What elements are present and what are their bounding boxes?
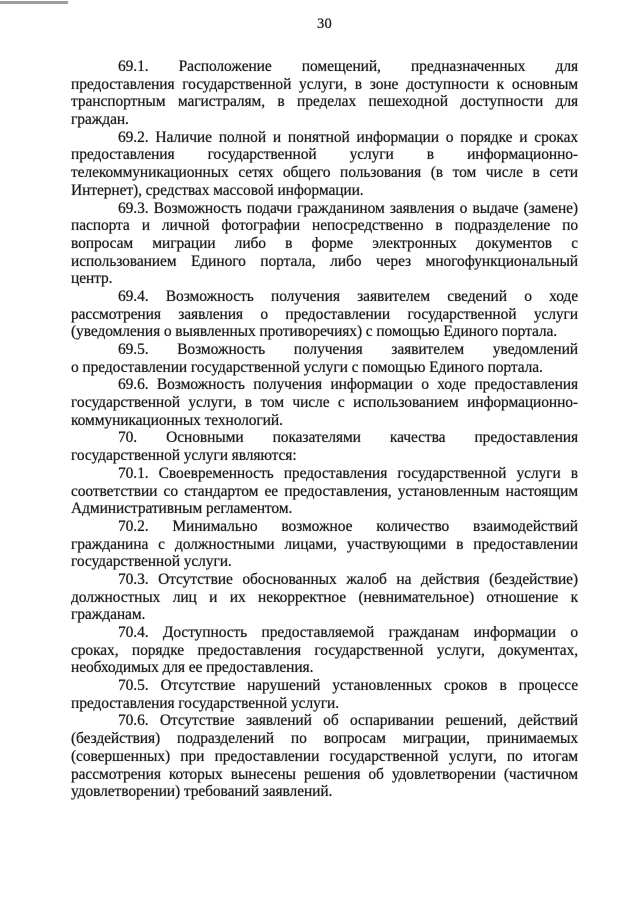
paragraph xyxy=(71,129,578,200)
text-line: (уведомления о выявленных противоречиях) с помощью Единого портала. xyxy=(71,323,558,341)
text-line: рассмотрения заявления о предоставлении государственной услуги xyxy=(71,305,578,323)
text-line: гражданам. xyxy=(71,606,146,624)
text-line: предоставления государственной услуги, в зоне доступности к основным xyxy=(71,75,578,93)
text-line: 70.1. Своевременность предоставления государственной услуги в xyxy=(118,464,578,482)
text-line: должностных лиц и их некорректное (невнимательное) отношение к xyxy=(71,588,578,606)
paragraph xyxy=(71,376,578,429)
text-line: паспорта и личной фотографии непосредственно в подразделение по xyxy=(71,217,578,235)
text-line: соответствии со стандартом ее предоставления, установленным настоящим xyxy=(71,482,578,500)
document-body xyxy=(71,58,578,801)
text-line: Интернет), средствах массовой информации. xyxy=(71,181,364,199)
text-line: 70.6. Отсутствие заявлений об оспаривании решений, действий xyxy=(118,712,578,730)
text-line: 70. Основными показателями качества предоставления xyxy=(118,429,578,447)
text-line: предоставления государственной услуги в информационно- xyxy=(71,146,578,164)
text-line: государственной услуги, в том числе с использованием информационно- xyxy=(71,394,578,412)
text-line: гражданина с должностными лицами, участвующими в предоставлении xyxy=(71,535,578,553)
text-line: (бездействия) подразделений по вопросам миграции, принимаемых xyxy=(71,730,578,748)
text-line: телекоммуникационных сетях общего пользования (в том числе в сети xyxy=(71,164,578,182)
text-line: сроках, порядке предоставления государственной услуги, документах, xyxy=(71,641,578,659)
paragraph xyxy=(71,58,578,129)
text-line: 70.5. Отсутствие нарушений установленных сроков в процессе xyxy=(118,677,578,695)
paragraph xyxy=(71,341,578,376)
text-line: использованием Единого портала, либо через многофункциональный xyxy=(71,252,578,270)
text-line: (совершенных) при предоставлении государственной услуги, по итогам xyxy=(71,747,578,765)
text-line: вопросам миграции либо в форме электронных документов с xyxy=(71,234,578,252)
text-line: 69.5. Возможность получения заявителем уведомлений xyxy=(118,341,578,358)
text-line: коммуникационных технологий. xyxy=(71,411,283,429)
text-line: 70.3. Отсутствие обоснованных жалоб на действия (бездействие) xyxy=(118,570,578,588)
paragraph xyxy=(71,288,578,341)
text-line: предоставления государственной услуги. xyxy=(71,694,339,712)
text-line: о предоставлении государственной услуги с помощью Единого портала. xyxy=(71,358,543,376)
text-line: Административным регламентом. xyxy=(71,500,293,518)
text-line: транспортным магистралям, в пределах пешеходной доступности для xyxy=(71,93,578,111)
paragraph xyxy=(71,624,578,677)
text-line: 69.2. Наличие полной и понятной информации о порядке и сроках xyxy=(118,128,578,146)
text-line: государственной услуги. xyxy=(71,553,232,571)
paragraph xyxy=(71,571,578,624)
scan-artifact-bar xyxy=(0,1,68,4)
text-line: государственной услуги являются: xyxy=(71,447,297,465)
text-line: центр. xyxy=(71,270,113,288)
text-line: 70.2. Минимально возможное количество взаимодействий xyxy=(118,517,578,535)
paragraph xyxy=(71,518,578,571)
text-line: 69.1. Расположение помещений, предназначенных для xyxy=(118,58,578,75)
paragraph xyxy=(71,712,578,800)
paragraph xyxy=(71,200,578,288)
page-number: 30 xyxy=(316,16,333,32)
text-line: 70.4. Доступность предоставляемой гражданам информации о xyxy=(118,624,578,641)
paragraph xyxy=(71,677,578,712)
text-line: рассмотрения которых вынесены решения об удовлетворении (частичном xyxy=(71,765,578,783)
text-line: необходимых для ее предоставления. xyxy=(71,659,314,677)
text-line: 69.3. Возможность подачи гражданином заявления о выдаче (замене) xyxy=(118,199,578,217)
text-line: удовлетворении) требований заявлений. xyxy=(71,783,333,801)
paragraph xyxy=(71,465,578,518)
text-line: 69.4. Возможность получения заявителем сведений о ходе xyxy=(118,287,578,305)
text-line: 69.6. Возможность получения информации о ходе предоставления xyxy=(118,376,578,394)
paragraph xyxy=(71,429,578,464)
text-line: граждан. xyxy=(71,111,129,129)
